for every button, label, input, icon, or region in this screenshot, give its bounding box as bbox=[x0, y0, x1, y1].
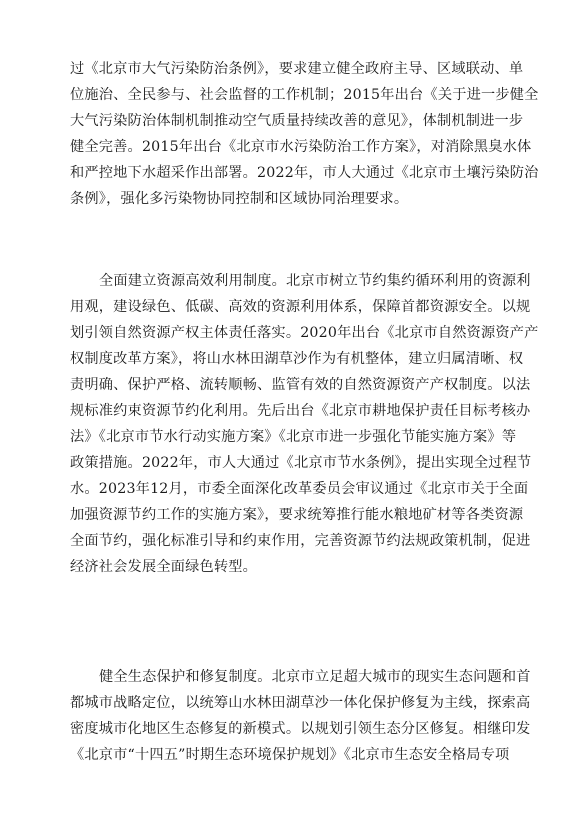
text-line: 密度城市化地区生态修复的新模式。以规划引领生态分区修复。相继印发 bbox=[70, 721, 531, 737]
paragraph-ecological-protection bbox=[70, 664, 531, 768]
text-line: 过《北京市大气污染防治条例》，要求建立健全政府主导、区域联动、单 bbox=[70, 61, 524, 77]
text-line: 全面节约，强化标准引导和约束作用，完善资源节约法规政策机制，促进 bbox=[70, 533, 531, 549]
text-line: 责明确、保护严格、流转顺畅、监管有效的自然资源资产产权制度。以法 bbox=[70, 377, 531, 393]
text-line: 经济社会发展全面绿色转型。 bbox=[70, 559, 258, 575]
text-line: 加强资源节约工作的实施方案》，要求统筹推行能水粮地矿材等各类资源 bbox=[70, 507, 524, 523]
text-line: 健全完善。2015年出台《北京市水污染防治工作方案》，对消除黑臭水体 bbox=[70, 139, 532, 155]
paragraph-resource-efficiency bbox=[70, 268, 539, 580]
text-line: 大气污染防治体制机制推动空气质量持续改善的意见》，体制机制进一步 bbox=[70, 113, 524, 129]
text-line: 权制度改革方案》，将山水林田湖草沙作为有机整体，建立归属清晰、权 bbox=[70, 351, 524, 367]
text-line: 位施治、全民参与、社会监督的工作机制；2015年出台《关于进一步健全 bbox=[70, 87, 539, 103]
text-line: 《北京市“十四五”时期生态环境保护规划》《北京市生态安全格局专项 bbox=[70, 747, 510, 763]
text-line: 健全生态保护和修复制度。北京市立足超大城市的现实生态问题和首 bbox=[99, 669, 531, 685]
text-line: 划引领自然资源产权主体责任落实。2020年出台《北京市自然资源资产产 bbox=[70, 325, 539, 341]
text-line: 水。2023年12月，市委全面深化改革委员会审议通过《北京市关于全面 bbox=[70, 481, 529, 497]
paragraph-air-water-soil bbox=[70, 56, 539, 212]
text-line: 条例》，强化多污染物协同控制和区域协同治理要求。 bbox=[70, 191, 409, 207]
text-line: 都城市战略定位，以统筹山水林田湖草沙一体化保护修复为主线，探索高 bbox=[70, 695, 531, 711]
text-line: 全面建立资源高效利用制度。北京市树立节约集约循环利用的资源利 bbox=[99, 273, 531, 289]
text-line: 规标准约束资源节约化利用。先后出台《北京市耕地保护责任目标考核办 bbox=[70, 403, 531, 419]
text-line: 和严控地下水超采作出部署。2022年，市人大通过《北京市土壤污染防治 bbox=[70, 165, 539, 181]
text-line: 法》《北京市节水行动实施方案》《北京市进一步强化节能实施方案》等 bbox=[70, 429, 517, 445]
text-line: 用观，建设绿色、低碳、高效的资源利用体系，保障首都资源安全。以规 bbox=[70, 299, 531, 315]
text-line: 政策措施。2022年，市人大通过《北京市节水条例》，提出实现全过程节 bbox=[70, 455, 532, 471]
